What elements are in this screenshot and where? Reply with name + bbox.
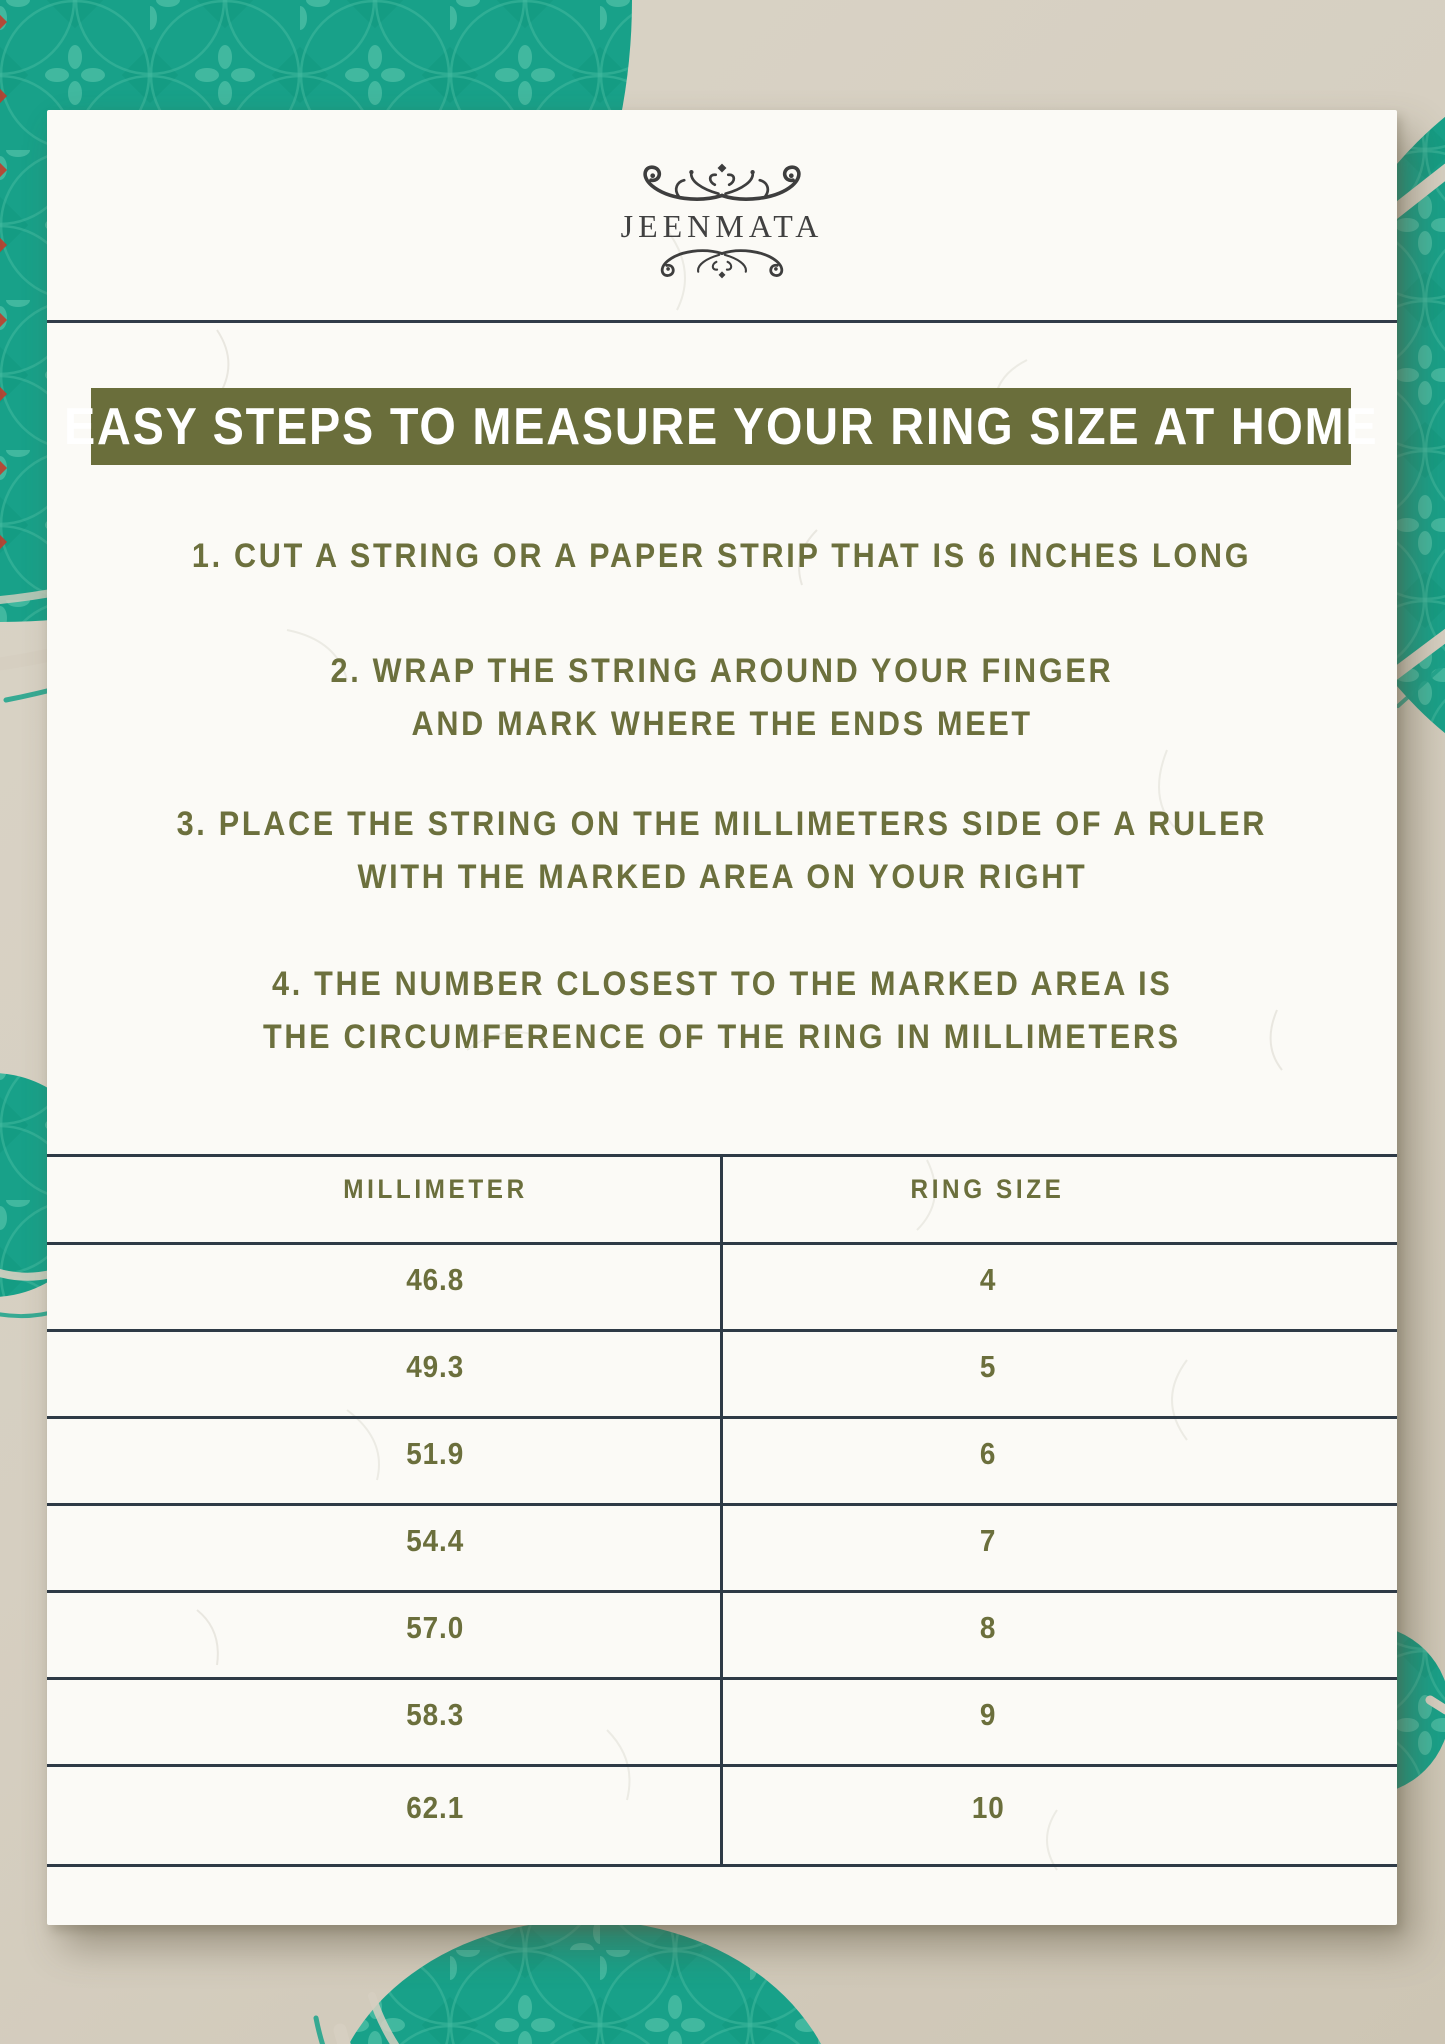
- ring-size-value-text: 10: [971, 1790, 1005, 1825]
- instruction-step: [47, 530, 1397, 583]
- step-line: WITH THE MARKED AREA ON YOUR RIGHT: [357, 858, 1087, 896]
- step-line: THE CIRCUMFERENCE OF THE RING IN MILLIMETERS: [263, 1018, 1181, 1056]
- ring-size-value-text: 6: [979, 1435, 997, 1471]
- millimeter-value-text: 57.0: [406, 1609, 464, 1645]
- ring-size-value: [808, 1523, 1168, 1559]
- millimeter-value-text: 51.9: [406, 1435, 464, 1471]
- millimeter-value-text: 49.3: [406, 1348, 464, 1384]
- teal-blob-bottom: [327, 1920, 843, 2044]
- ring-size-value: [808, 1790, 1168, 1826]
- table-rule-vertical: [720, 1154, 723, 1864]
- ring-size-value: [808, 1349, 1168, 1385]
- step-line: 2. WRAP THE STRING AROUND YOUR FINGER: [330, 652, 1114, 690]
- millimeter-value-text: 58.3: [406, 1696, 464, 1732]
- ring-size-value: [808, 1262, 1168, 1298]
- ring-size-value-text: 7: [979, 1522, 997, 1558]
- instruction-step: [47, 645, 1397, 751]
- table-rule-horizontal: [47, 1864, 1397, 1867]
- ring-size-value: [808, 1697, 1168, 1733]
- title-banner: [63, 388, 1379, 465]
- flourish-bottom-icon: [652, 247, 792, 281]
- flourish-top-icon: [632, 160, 812, 204]
- millimeter-value: [255, 1349, 615, 1385]
- brand-name: JEENMATA: [620, 208, 824, 244]
- step-line: 1. CUT A STRING OR A PAPER STRIP THAT IS 6 INCHES LONG: [192, 537, 1252, 575]
- header-divider: [47, 320, 1397, 323]
- column-header-ring-size-text: RING SIZE: [911, 1174, 1065, 1204]
- ring-size-value-text: 5: [979, 1348, 997, 1384]
- step-line: 3. PLACE THE STRING ON THE MILLIMETERS SIDE OF A RULER: [176, 805, 1268, 843]
- millimeter-value: [255, 1436, 615, 1472]
- guide-card: [47, 110, 1397, 1925]
- instruction-step: [47, 958, 1397, 1064]
- column-header-ring-size: [808, 1174, 1168, 1205]
- millimeter-value-text: 62.1: [406, 1790, 464, 1825]
- column-header-millimeter-text: MILLIMETER: [342, 1174, 528, 1204]
- millimeter-value-text: 54.4: [406, 1522, 464, 1558]
- ring-size-value-text: 4: [979, 1261, 997, 1297]
- millimeter-value: [255, 1610, 615, 1646]
- step-line: 4. THE NUMBER CLOSEST TO THE MARKED AREA IS: [271, 965, 1173, 1003]
- instruction-step: [47, 798, 1397, 904]
- ring-size-value-text: 9: [979, 1696, 997, 1732]
- millimeter-value: [255, 1697, 615, 1733]
- ring-size-value: [808, 1436, 1168, 1472]
- millimeter-value: [255, 1523, 615, 1559]
- millimeter-value-text: 46.8: [406, 1261, 464, 1297]
- column-header-millimeter: [255, 1174, 615, 1205]
- step-line: AND MARK WHERE THE ENDS MEET: [411, 705, 1033, 743]
- millimeter-value: [255, 1790, 615, 1826]
- ring-size-value-text: 8: [979, 1609, 997, 1645]
- brand-logo: [47, 160, 1397, 281]
- millimeter-value: [255, 1262, 615, 1298]
- title-text: EASY STEPS TO MEASURE YOUR RING SIZE AT HOME: [63, 397, 1379, 456]
- ring-size-value: [808, 1610, 1168, 1646]
